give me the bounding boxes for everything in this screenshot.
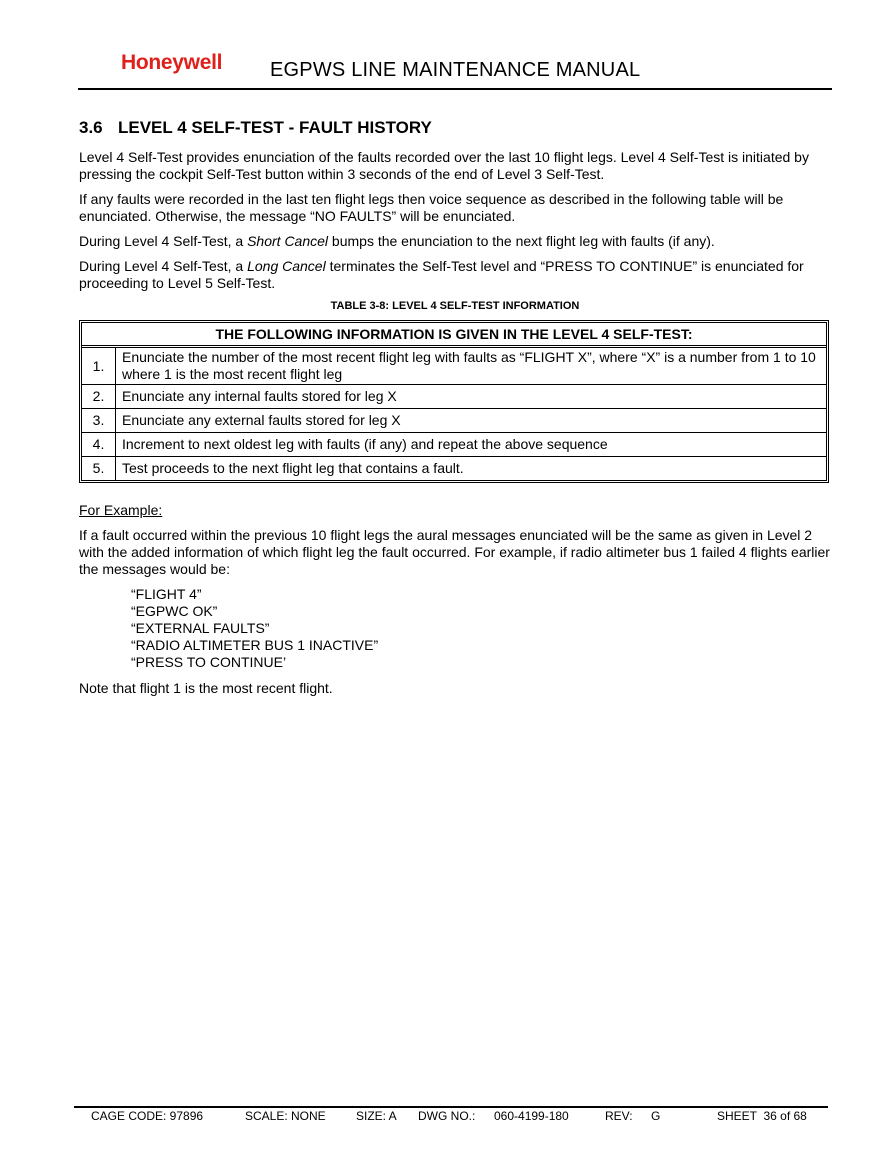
row-number: 4. [82,432,116,456]
row-number: 2. [82,384,116,408]
paragraph-3 [79,233,831,250]
row-number: 3. [82,408,116,432]
page-header [0,0,892,92]
section-title: LEVEL 4 SELF-TEST - FAULT HISTORY [118,118,432,137]
paragraph-4-text-b: terminates the Self-Test level and “PRESS TO CONTINUE” is enunciated for proceeding to Level 5 Self-Test. [79,258,804,291]
long-cancel-term: Long Cancel [247,258,326,274]
page-footer [0,1108,892,1128]
row-text: Enunciate any internal faults stored for leg X [116,384,826,408]
paragraph-3-text-b: bumps the enunciation to the next flight leg with faults (if any). [328,233,715,249]
row-number: 1. [82,348,116,384]
header-rule [78,88,832,90]
paragraph-3-text-a: During Level 4 Self-Test, a [79,233,248,249]
example-messages [131,586,831,671]
rev-value: G [651,1109,661,1123]
row-text: Enunciate any external faults stored for leg X [116,408,826,432]
example-note: Note that flight 1 is the most recent flight. [79,680,333,696]
honeywell-logo: Honeywell [121,51,223,74]
cage-code: CAGE CODE: 97896 [91,1109,204,1123]
row-number: 5. [82,456,116,480]
row-text: Enunciate the number of the most recent flight leg with faults as “FLIGHT X”, where “X” is a number from 1 to 10 where 1 is the most recent flight leg [122,349,816,382]
paragraph-4-text-a: During Level 4 Self-Test, a [79,258,248,274]
short-cancel-term: Short Cancel [247,233,329,249]
message-line: “PRESS TO CONTINUE’ [131,654,287,670]
paragraph-1: Level 4 Self-Test provides enunciation of the faults recorded over the last 10 flight legs. Level 4 Self-Test is initiated by pressing the cockpit Self-Test button within 3 seconds of the end of Level 3 Self-Test. [79,149,809,182]
scale: SCALE: NONE [245,1109,326,1123]
table-row [82,432,826,456]
section-heading [79,118,831,138]
example-label: For Example: [79,502,163,518]
rev-label: REV: [605,1109,633,1123]
table-row [82,348,826,384]
table-row [82,384,826,408]
table-header: THE FOLLOWING INFORMATION IS GIVEN IN THE LEVEL 4 SELF-TEST: [82,323,826,348]
table-caption: TABLE 3-8: LEVEL 4 SELF-TEST INFORMATION [330,300,580,312]
message-line: “EGPWC OK” [131,603,218,619]
table-row [82,456,826,480]
paragraph-2: If any faults were recorded in the last ten flight legs then voice sequence as described in the following table will be enunciated. Otherwise, the message “NO FAULTS” will be enunciated. [79,191,784,224]
section-number: 3.6 [79,118,103,137]
row-text: Test proceeds to the next flight leg that contains a fault. [116,456,826,480]
page-content [79,118,831,705]
level-4-info-table [79,320,829,483]
dwg-number: 060-4199-180 [494,1109,569,1123]
document-title: EGPWS LINE MAINTENANCE MANUAL [270,59,641,81]
sheet-number: SHEET 36 of 68 [717,1109,807,1123]
table-row [82,408,826,432]
row-text: Increment to next oldest leg with faults (if any) and repeat the above sequence [116,432,826,456]
size: SIZE: A [356,1109,397,1123]
message-line: “RADIO ALTIMETER BUS 1 INACTIVE” [131,637,379,653]
message-line: “FLIGHT 4” [131,586,202,602]
message-line: “EXTERNAL FAULTS” [131,620,270,636]
dwg-label: DWG NO.: [418,1109,476,1123]
example-intro: If a fault occurred within the previous 10 flight legs the aural messages enunciated will be the same as given in Level 2 with the added information of which flight leg the fault occurred. For example, if radio altimeter bus 1 failed 4 flights earlier the messages would be: [79,527,830,577]
paragraph-4 [79,258,831,292]
